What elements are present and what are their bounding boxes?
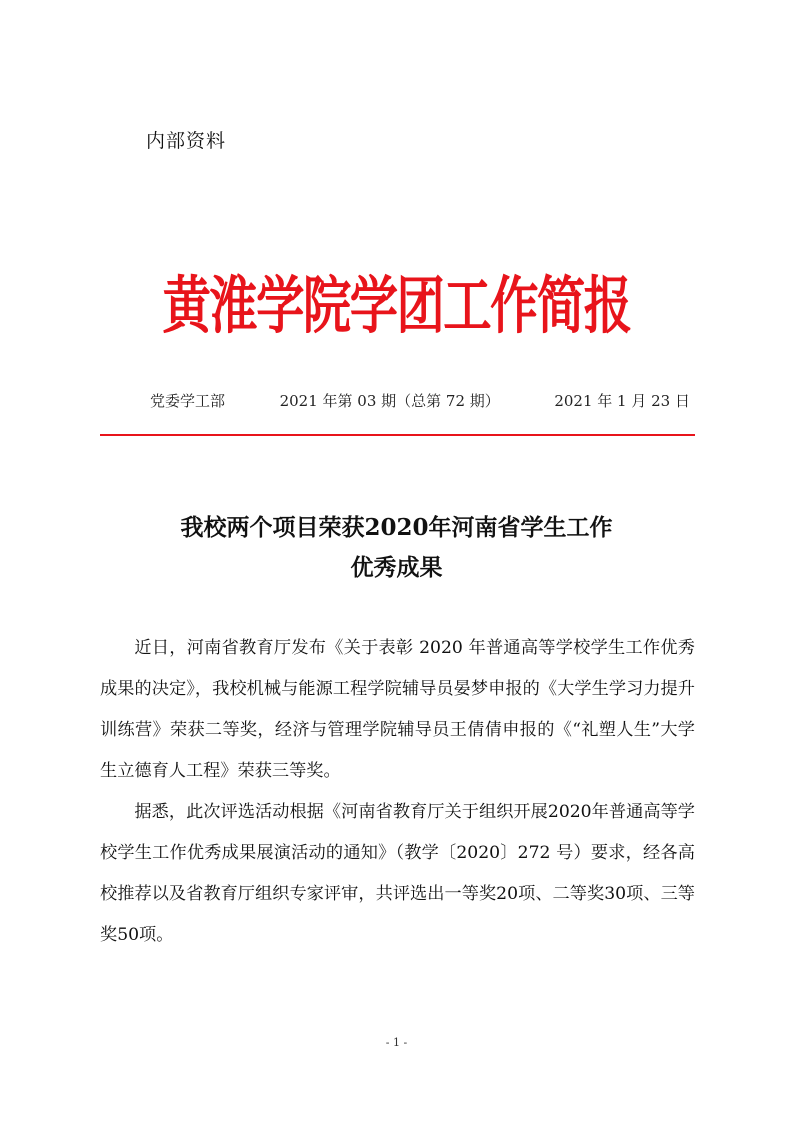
classification-label: 内部资料 bbox=[146, 130, 227, 152]
article-title bbox=[0, 508, 793, 588]
issuing-department: 党委学工部 bbox=[150, 392, 226, 410]
article-title-line-1: 我校两个项目荣获2020年河南省学生工作 bbox=[180, 514, 613, 541]
article-body bbox=[100, 628, 695, 956]
article-paragraph: 据悉，此次评选活动根据《河南省教育厅关于组织开展2020年普通高等学校学生工作优秀成果展演活动的通知》（教学〔2020〕272 号）要求，经各高校推荐以及省教育厅组织专家评审，共评选出一等奖20项、二等奖30项、三等奖50项。 bbox=[100, 802, 695, 945]
masthead-title: 黄淮学院学团工作简报 bbox=[162, 269, 631, 342]
article-paragraph: 近日，河南省教育厅发布《关于表彰 2020 年普通高等学校学生工作优秀成果的决定》，我校机械与能源工程学院辅导员晏梦申报的《大学生学习力提升训练营》荣获二等奖，经济与管理学院辅导员王倩倩申报的《“礼塑人生”大学生立德育人工程》荣获三等奖。 bbox=[100, 638, 695, 781]
page-number: - 1 - bbox=[385, 1036, 408, 1049]
issue-date: 2021 年 1 月 23 日 bbox=[554, 392, 690, 410]
issue-info-line bbox=[150, 390, 690, 411]
article-title-line-2: 优秀成果 bbox=[350, 554, 443, 581]
header-divider bbox=[100, 434, 695, 436]
issue-number: 2021 年第 03 期（总第 72 期） bbox=[279, 392, 500, 410]
